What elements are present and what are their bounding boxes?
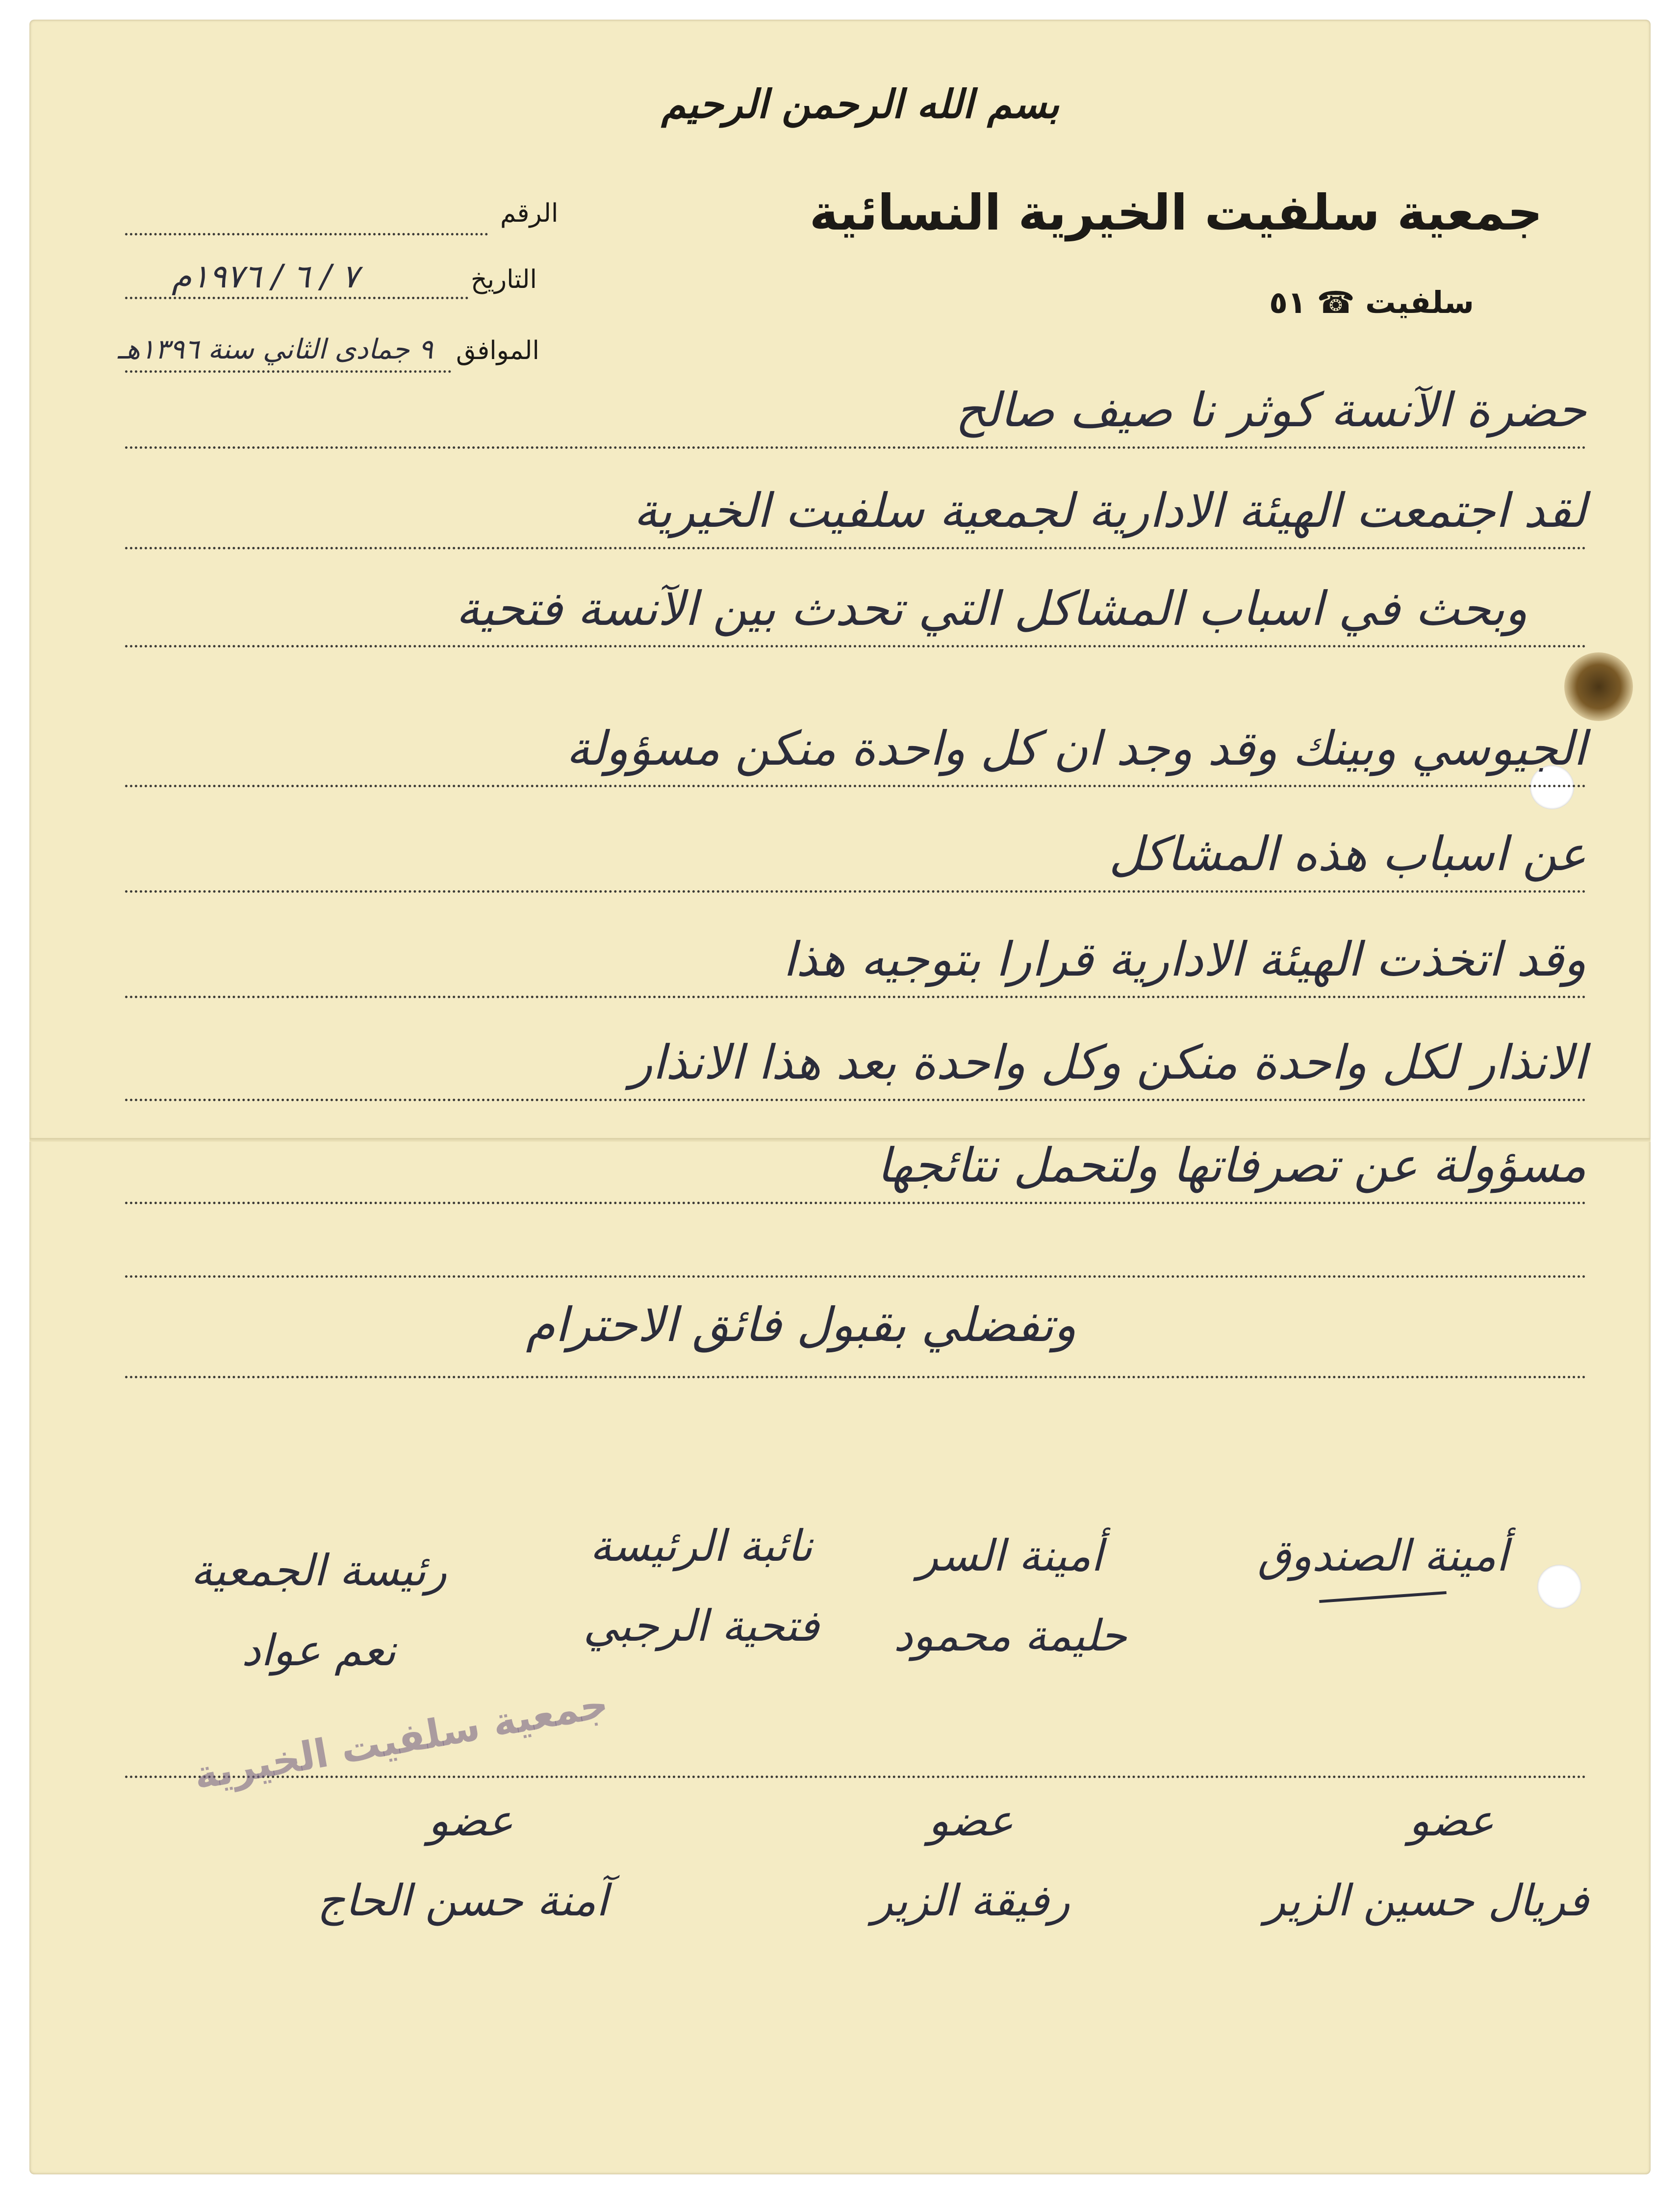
- signature-name: نعم عواد: [241, 1625, 396, 1676]
- body-line-text: مسؤولة عن تصرفاتها ولتحمل نتائجها: [877, 1138, 1586, 1193]
- signature-vice-president: [544, 1521, 858, 1651]
- ruled-line: [125, 1376, 1586, 1378]
- ruled-line: [125, 996, 1586, 998]
- signature-name: حليمة محمود: [893, 1610, 1127, 1661]
- organization-name: جمعية سلفيت الخيرية النسائية: [809, 184, 1543, 241]
- body-line-text: لقد اجتمعت الهيئة الادارية لجمعية سلفيت الخيرية: [634, 483, 1586, 538]
- ruled-line: [125, 547, 1586, 549]
- hijri-date-label: الموافق: [456, 336, 539, 365]
- association-stamp: جمعية سلفيت الخيرية: [190, 1680, 612, 1799]
- signature-name: فريال حسين الزير: [1264, 1875, 1589, 1926]
- signature-mark: [1319, 1591, 1447, 1603]
- body-line-text: الجيوسي وبينك وقد وجد ان كل واحدة منكن مسؤولة: [566, 721, 1586, 776]
- body-line-text: حضرة الآنسة كوثر نا صيف صالح: [955, 383, 1586, 438]
- hijri-date-value: ٩ جمادى الثاني سنة ١٣٩٦هـ: [118, 334, 433, 365]
- signature-member-3: [317, 1795, 608, 1926]
- date-value: ٧ / ٦ / ١٩٧٦م: [172, 258, 359, 295]
- body-line-text: وبحث في اسباب المشاكل التي تحدث بين الآنسة فتحية: [456, 581, 1527, 636]
- ruled-line: [125, 785, 1586, 787]
- signature-title: عضو: [428, 1795, 514, 1846]
- ink-stain: [1564, 652, 1633, 721]
- signature-member-1: [1264, 1795, 1589, 1926]
- signature-name: آمنة حسن الحاج: [317, 1875, 608, 1926]
- signature-title: رئيسة الجمعية: [190, 1545, 447, 1596]
- basmala: بسم الله الرحمن الرحيم: [661, 81, 1059, 127]
- closing-text: وتفضلي بقبول فائق الاحترام: [526, 1297, 1076, 1352]
- body-line-text: عن اسباب هذه المشاكل: [1109, 826, 1586, 881]
- ruled-line: [125, 890, 1586, 893]
- date-line: [125, 297, 468, 299]
- body-line-text: وقد اتخذت الهيئة الادارية قرارا بتوجيه هذا: [783, 932, 1586, 987]
- signature-title: أمينة الصندوق: [1257, 1530, 1508, 1581]
- signature-president: [162, 1545, 476, 1676]
- signature-title: أمينة السر: [917, 1530, 1103, 1581]
- signature-treasurer: [1226, 1530, 1540, 1630]
- reference-line: [125, 233, 488, 235]
- letter-sheet: [29, 20, 1651, 2174]
- signature-title: عضو: [1408, 1795, 1495, 1846]
- ruled-line: [125, 1202, 1586, 1204]
- signature-name: فتحية الرجبي: [583, 1600, 819, 1651]
- hijri-date-line: [125, 370, 451, 373]
- organization-phone: سلفيت ☎ ٥١: [1269, 284, 1474, 320]
- signature-member-2: [834, 1795, 1108, 1926]
- ruled-line: [125, 1099, 1586, 1101]
- ruled-line: [125, 645, 1586, 647]
- ruled-line: [125, 1275, 1586, 1278]
- date-label: التاريخ: [471, 265, 537, 294]
- signature-title: نائبة الرئيسة: [589, 1521, 813, 1571]
- signature-name: رفيقة الزير: [872, 1875, 1070, 1926]
- ruled-line: [125, 1776, 1586, 1778]
- signature-secretary: [853, 1530, 1167, 1661]
- body-line-text: الانذار لكل واحدة منكن وكل واحدة بعد هذا الانذار: [630, 1035, 1586, 1090]
- reference-label: الرقم: [500, 199, 559, 228]
- signature-title: عضو: [928, 1795, 1014, 1846]
- ruled-line: [125, 446, 1586, 449]
- punch-hole-bottom: [1537, 1565, 1581, 1609]
